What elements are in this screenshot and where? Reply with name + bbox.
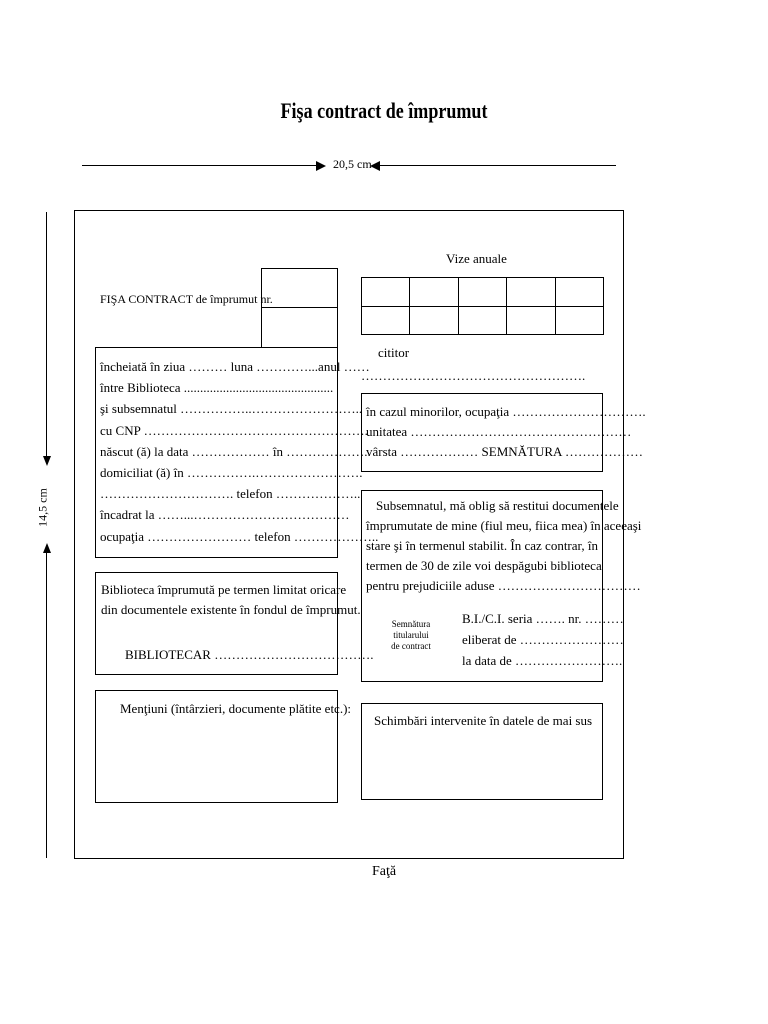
height-label: 14,5 cm — [35, 488, 50, 527]
id-issued-by-line: eliberat de …………………… — [462, 632, 624, 647]
annual-visa-cell[interactable] — [506, 277, 555, 307]
pledge-line: termen de 30 de zile voi despăgubi biblioteca — [366, 558, 602, 573]
mentions-label: Menţiuni (întârzieri, documente plătite etc.): — [120, 701, 352, 716]
annual-visa-cell[interactable] — [361, 277, 410, 307]
contract-header: FIŞA CONTRACT de împrumut nr. — [100, 292, 273, 306]
personal-detail-line: domiciliat (ă) în …………….……………………. — [100, 465, 363, 480]
arrow-down-icon — [43, 456, 51, 466]
changes-label: Schimbări intervenite în datele de mai sus — [374, 713, 593, 728]
id-series-line: B.I./C.I. seria ……. nr. ……… — [462, 611, 624, 626]
dimension-line-right — [380, 165, 616, 166]
librarian-signature: BIBLIOTECAR ………………………………. — [125, 647, 374, 662]
personal-detail-line: încheiată în ziua ……… luna …………...anul …… — [100, 359, 370, 374]
contract-number-box[interactable] — [261, 268, 338, 348]
personal-detail-line: …………………………. telefon ……………….. — [100, 486, 361, 502]
personal-detail-line: şi subsemnatul ……………..…………………….. — [100, 401, 363, 417]
pledge-line: pentru prejudiciile aduse …………………………… — [366, 578, 641, 593]
annual-visa-cell[interactable] — [506, 306, 555, 336]
pledge-line: împrumutate de mine (fiul meu, fiica mea) în aceeaşi — [366, 518, 642, 533]
annual-visa-cell[interactable] — [555, 306, 604, 336]
arrow-right-icon — [316, 161, 326, 171]
personal-detail-line: încadrat la ……...……………………………… — [100, 507, 350, 523]
reader-dots: ……………………………………………. — [361, 368, 586, 383]
id-issue-date-line: la data de ……………………. — [462, 653, 623, 668]
library-text-line: din documentele existente în fondul de împrumut. — [101, 602, 361, 617]
pledge-line: stare şi în termenul stabilit. În caz contrar, în — [366, 538, 598, 553]
page-title: Fişa contract de împrumut — [280, 98, 488, 123]
arrow-left-icon — [370, 161, 380, 171]
personal-detail-line: născut (ă) la data ……………… în ……………….. — [100, 443, 371, 459]
annual-visas-label: Vize anuale — [446, 251, 507, 266]
dimension-line-top — [46, 212, 47, 460]
annual-visa-cell[interactable] — [458, 306, 507, 336]
reader-label: cititor — [378, 345, 410, 360]
contract-number-divider — [261, 307, 338, 308]
page-side-label: Faţă — [371, 864, 397, 879]
annual-visa-cell[interactable] — [458, 277, 507, 307]
arrow-up-icon — [43, 543, 51, 553]
minors-unit: unitatea …………………………………………… — [366, 424, 632, 439]
pledge-line: Subsemnatul, mă oblig să restitui documentele — [376, 498, 619, 513]
personal-detail-line: cu CNP ……………………………………………. — [100, 422, 368, 438]
library-text-line: Biblioteca împrumută pe termen limitat oricare — [101, 582, 347, 597]
signature-label-line: Semnătura — [391, 619, 431, 629]
dimension-line-left — [82, 165, 318, 166]
dimension-line-bottom — [46, 553, 47, 858]
minors-occupation: în cazul minorilor, ocupaţia …………………………. — [366, 404, 646, 419]
width-label: 20,5 cm — [333, 157, 372, 171]
annual-visa-cell[interactable] — [409, 277, 458, 307]
annual-visa-cell[interactable] — [361, 306, 410, 336]
signature-label-line: de contract — [391, 641, 431, 651]
minors-age-signature: vârsta ……………… SEMNĂTURA ……………… — [366, 444, 643, 459]
personal-detail-line: între Biblioteca .............................................. — [100, 380, 334, 396]
annual-visa-cell[interactable] — [409, 306, 458, 336]
personal-detail-line: ocupaţia …………………… telefon ……………….. — [100, 528, 379, 544]
signature-label-line: titularului — [393, 630, 429, 640]
annual-visa-cell[interactable] — [555, 277, 604, 307]
